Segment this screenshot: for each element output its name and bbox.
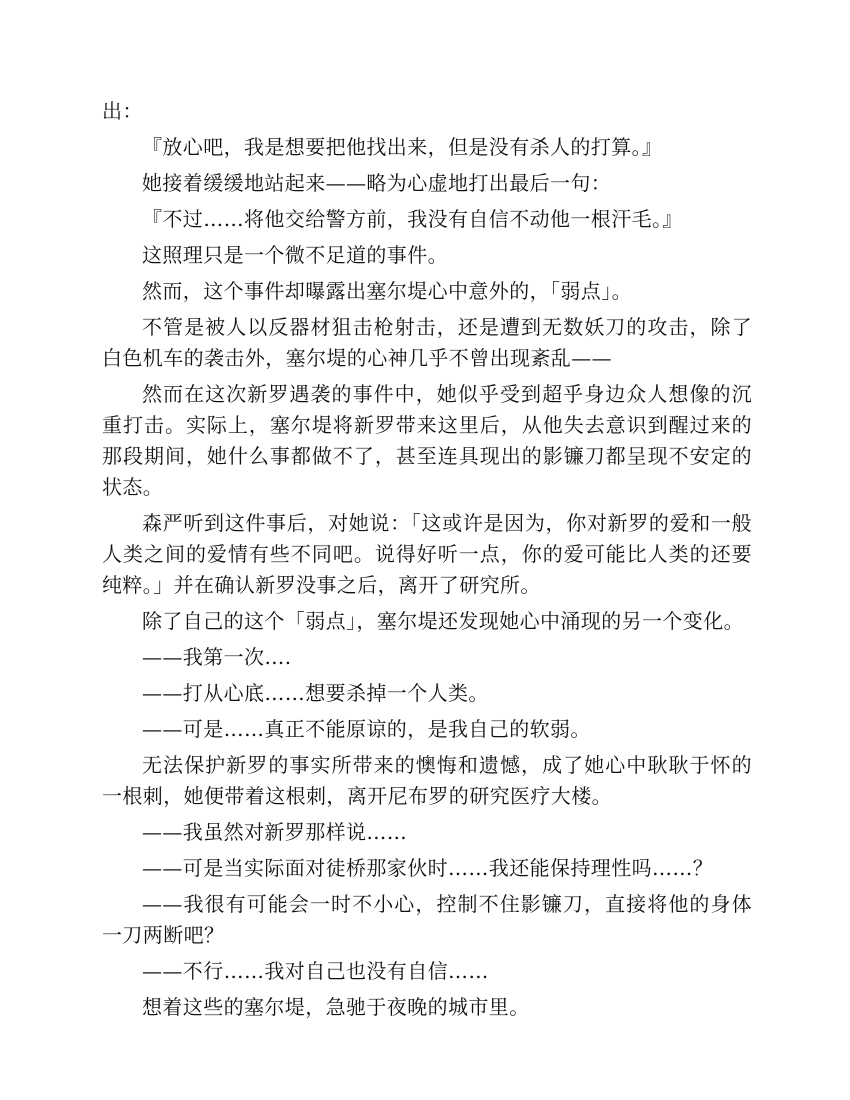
paragraph: ——我虽然对新罗那样说……	[142, 820, 408, 844]
paragraph: 无法保护新罗的事实所带来的懊悔和遗憾，成了她心中耿耿于怀的一根刺，她便带着这根刺，离开尼布罗的研究医疗大楼。	[102, 753, 752, 808]
document-page	[102, 96, 752, 1028]
paragraph: ——可是……真正不能原谅的，是我自己的软弱。	[142, 717, 591, 741]
paragraph: ——我很有可能会一时不小心，控制不住影镰刀，直接将他的身体一刀两断吧？	[102, 892, 752, 947]
paragraph: ——打从心底……想要杀掉一个人类。	[142, 681, 489, 705]
paragraph: 想着这些的塞尔堤，急驰于夜晚的城市里。	[142, 995, 530, 1019]
paragraph: 然而，这个事件却曝露出塞尔堤心中意外的，「弱点」。	[142, 279, 632, 303]
paragraph: 不管是被人以反器材狙击枪射击，还是遭到无数妖刀的攻击，除了白色机车的袭击外，塞尔堤的心神几乎不曾出现紊乱——	[102, 315, 752, 370]
paragraph: 她接着缓缓地站起来——略为心虚地打出最后一句：	[142, 171, 612, 195]
paragraph: 这照理只是一个微不足道的事件。	[142, 243, 448, 267]
paragraph: 除了自己的这个「弱点」，塞尔堤还发现她心中涌现的另一个变化。	[142, 609, 744, 633]
paragraph: 森严听到这件事后，对她说：「这或许是因为，你对新罗的爱和一般人类之间的爱情有些不同吧。说得好听一点，你的爱可能比人类的还要纯粹。」并在确认新罗没事之后，离开了研究所。	[102, 511, 752, 597]
paragraph: 『放心吧，我是想要把他找出来，但是没有杀人的打算。』	[142, 135, 663, 159]
paragraph: 『不过……将他交给警方前，我没有自信不动他一根汗毛。』	[142, 207, 683, 231]
paragraph: ——我第一次….	[142, 645, 292, 669]
paragraph: ——可是当实际面对徒桥那家伙时……我还能保持理性吗……？	[142, 856, 714, 880]
paragraph: ——不行……我对自己也没有自信……	[142, 959, 489, 983]
paragraph: 出：	[102, 99, 143, 123]
paragraph: 然而在这次新罗遇袭的事件中，她似乎受到超乎身边众人想像的沉重打击。实际上，塞尔堤将新罗带来这里后，从他失去意识到醒过来的那段期间，她什么事都做不了，甚至连具现出的影镰刀都呈现不安定的状态。	[102, 382, 752, 499]
